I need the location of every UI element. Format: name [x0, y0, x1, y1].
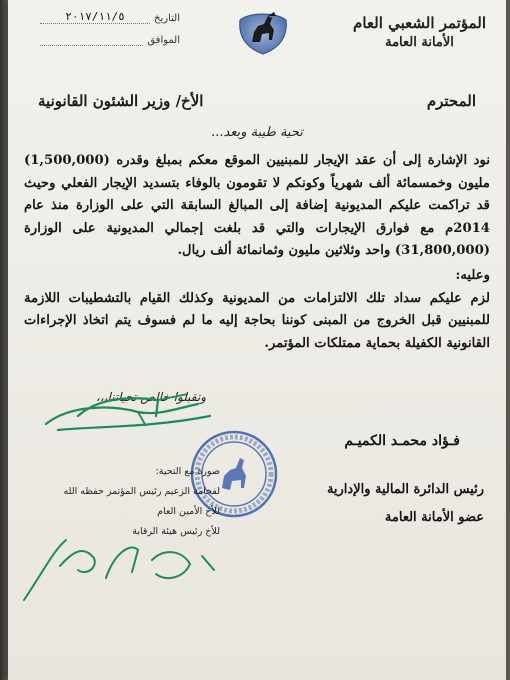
organization-header — [353, 14, 486, 50]
date-label: التاريخ — [154, 13, 180, 24]
letter-body — [24, 150, 490, 355]
addressee: الأخ/ وزير الشئون القانونية — [38, 92, 204, 110]
copy-item: للأخ الأمين العام — [157, 506, 220, 517]
corresponding-label: الموافق — [147, 35, 180, 46]
copy-item: لفخامة الزعيم رئيس المؤتمر حفظه الله — [63, 486, 220, 497]
signatory-name: فـؤاد محمـد الكميـم — [344, 433, 460, 449]
letter-page — [8, 0, 506, 680]
copy-item: للأخ رئيس هيئة الرقابة — [132, 526, 220, 537]
date-fields — [40, 10, 180, 54]
party-horse-logo-icon — [234, 2, 292, 56]
corresponding-value — [40, 32, 143, 46]
body-paragraph-2-lead: وعليه: — [455, 267, 490, 283]
copies-heading: صورة مع التحية: — [155, 466, 220, 477]
handwritten-date-annotation-icon — [14, 520, 224, 610]
salutation-line — [38, 92, 476, 110]
corresponding-date-row — [40, 32, 180, 46]
org-department: الأمانة العامة — [385, 35, 454, 50]
closing-line: وتقبلوا خالص تحياتنا،،، — [96, 390, 206, 404]
photo-background-edge — [0, 0, 8, 680]
org-name: المؤتمر الشعبي العام — [353, 14, 486, 32]
greeting: تحية طيبة وبعد... — [211, 125, 303, 140]
body-paragraph-1: نود الإشارة إلى أن عقد الإيجار للمبنيين الموقع معكم بمبلغ وقدره (1,500,000) مليون وخمسمائة ألف شهرياً وكونكم لا تقومون بالوفاء بتسديد الإيجار الفعلي وحيث قد تراكمت عليكم المديونية إضافة إلى المبالغ السابقة التي على الوزارة منذ عام 2014م مع فوارق الإيجارات والتي قد بلغت إجمالي المديونية على الوزارة (31,800,000) واحد وثلاثين مليون وثمانمائة ألف ريال. — [24, 153, 490, 259]
date-row — [40, 10, 180, 24]
body-paragraph-3: لزم عليكم سداد تلك الالتزامات من المديونية وكذلك القيام بالتشطيبات اللازمة للمبنيين قبل الخروج من المبنى كوننا بحاجة إليه ما لم فسوف يتم اتخاذ الإجراءات القانونية الكفيلة بحماية ممتلكات المؤتمر. — [24, 290, 490, 351]
date-value: ٢٠١٧/١١/٥ — [40, 10, 150, 24]
signatory-title-1: رئيس الدائرة المالية والإدارية — [326, 482, 484, 497]
signatory-title-2: عضو الأمانة العامة — [384, 510, 484, 525]
honorific: المحترم — [426, 92, 476, 110]
